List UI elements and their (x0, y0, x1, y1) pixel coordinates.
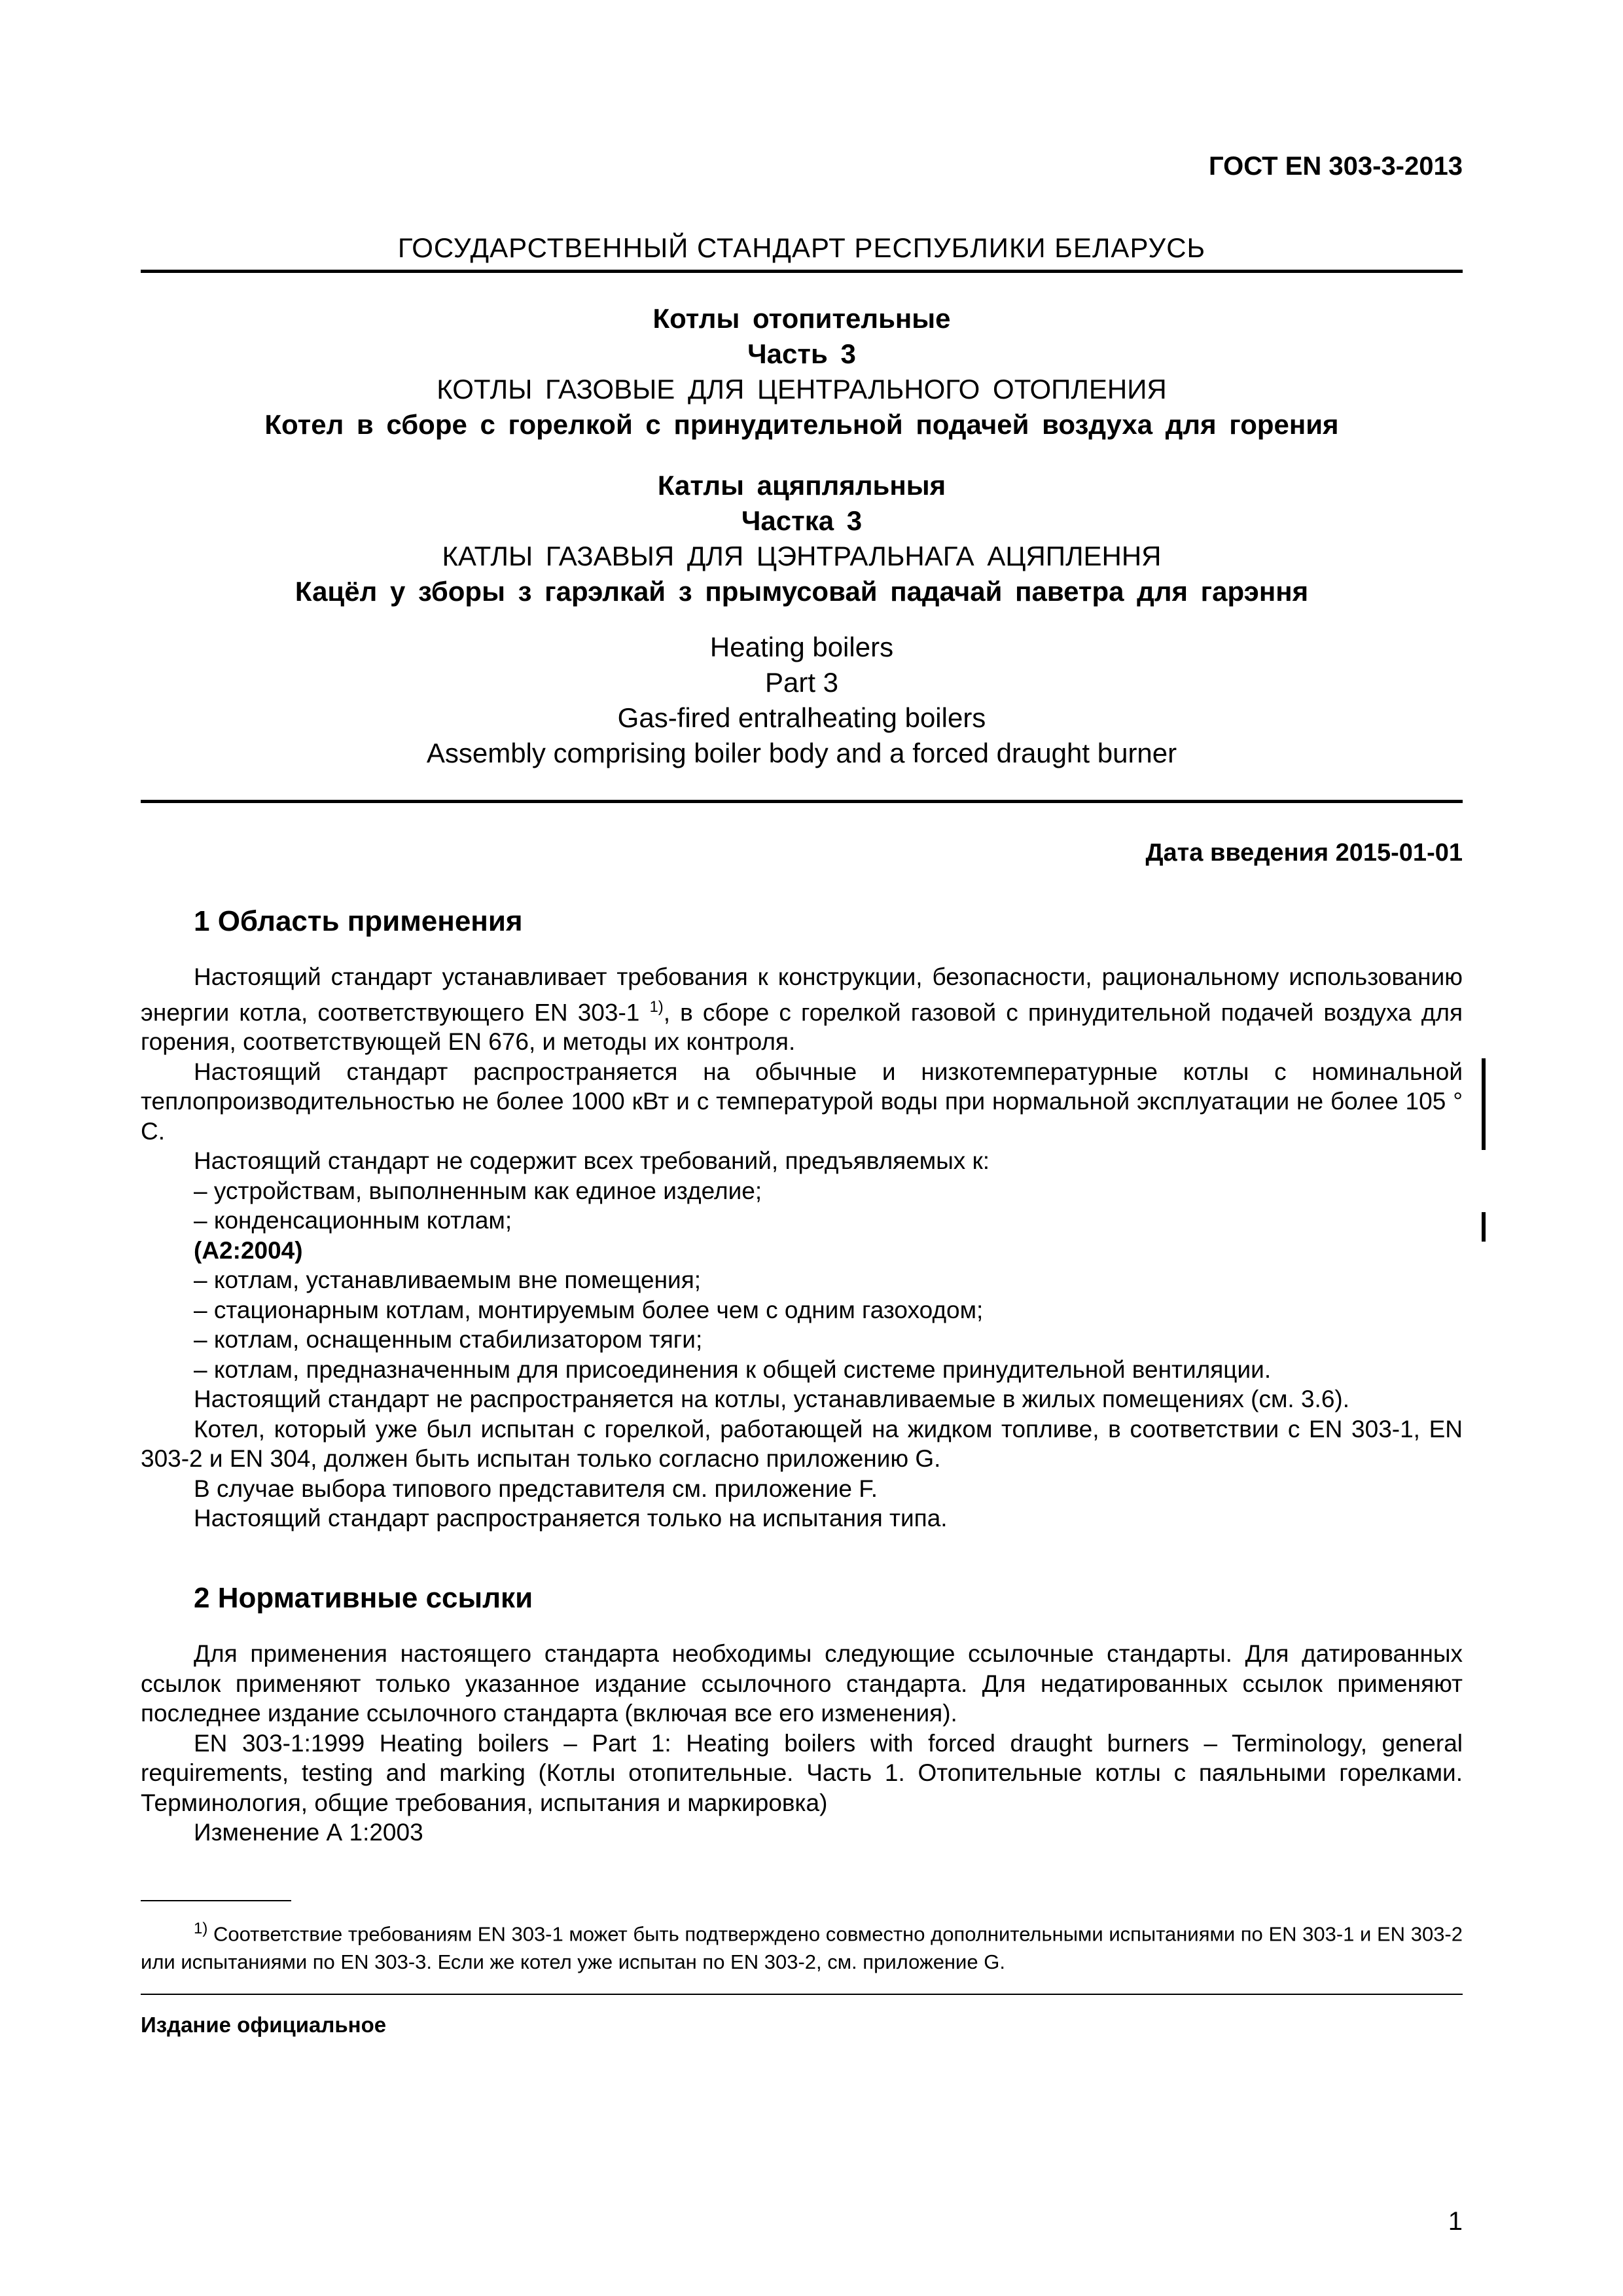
title-ru-line2: Часть 3 (747, 338, 856, 369)
list-item: – конденсационным котлам; (194, 1207, 512, 1234)
paragraph (141, 962, 1463, 1057)
section-1-body (141, 962, 1463, 1534)
header-rule (141, 270, 1463, 273)
paragraph: В случае выбора типового представителя см. приложение F. (194, 1475, 878, 1502)
introduction-date: Дата введения 2015-01-01 (1145, 839, 1463, 867)
page-number: 1 (1448, 2207, 1463, 2236)
change-bar (1482, 1212, 1486, 1242)
footnote-rule (141, 1900, 291, 1901)
change-bar (1482, 1058, 1486, 1150)
footnote (141, 1914, 1463, 1976)
section-2-heading: 2 Нормативные ссылки (194, 1582, 533, 1614)
section-2-body (141, 1639, 1463, 1848)
edition-rule (141, 1994, 1463, 1995)
paragraph: Настоящий стандарт не содержит всех требований, предъявляемых к: (194, 1147, 990, 1175)
edition-label: Издание официальное (141, 2013, 387, 2037)
paragraph: EN 303-1:1999 Heating boilers – Part 1: Heating boilers with forced draught burners – Terminology, general requirements, testing and marking (Котлы отопительные. Часть 1. Отопительные котлы с паяльными горелками. Терминология, общие требования, испытания и маркировка) (141, 1729, 1463, 1816)
paragraph-text: Настоящий стандарт устанавливает требования к конструкции, безопасности, рациональному использованию энергии котла, соответствующего EN 303-1 (141, 963, 1463, 1026)
title-english (141, 630, 1463, 771)
footnote-mark: 1) (194, 1920, 208, 1937)
state-standard-title: ГОСУДАРСТВЕННЫЙ СТАНДАРТ РЕСПУБЛИКИ БЕЛАРУСЬ (397, 232, 1206, 263)
title-by-line2: Частка 3 (741, 505, 863, 536)
section-1-heading: 1 Область применения (194, 905, 523, 937)
title-ru-line4: Котел в сборе с горелкой с принудительной подачей воздуха для горения (264, 409, 1339, 440)
title-en-line4: Assembly comprising boiler body and a forced draught burner (426, 738, 1177, 768)
title-ru-line3: КОТЛЫ ГАЗОВЫЕ ДЛЯ ЦЕНТРАЛЬНОГО ОТОПЛЕНИЯ (437, 374, 1167, 404)
title-by-line3: КАТЛЫ ГАЗАВЫЯ ДЛЯ ЦЭНТРАЛЬНАГА АЦЯПЛЕННЯ (442, 541, 1162, 571)
list-item: – устройствам, выполненным как единое изделие; (194, 1177, 762, 1204)
title-en-line2: Part 3 (764, 667, 839, 698)
list-item: – котлам, оснащенным стабилизатором тяги; (194, 1326, 703, 1354)
list-item: – котлам, устанавливаемым вне помещения; (194, 1266, 702, 1294)
title-en-line1: Heating boilers (709, 632, 894, 662)
paragraph-text: , в сборе с горелкой газовой с принудительной подачей воздуха для горения, соответствующей EN 676, и методы их контроля. (141, 998, 1463, 1056)
title-ru-line1: Котлы отопительные (652, 303, 951, 334)
amendment-marker: (A2:2004) (194, 1236, 303, 1264)
paragraph: Настоящий стандарт распространяется на обычные и низкотемпературные котлы с номинальной теплопроизводительностью не более 1000 кВт и с температурой воды при нормальной эксплуатации не более 105 ° С. (141, 1058, 1463, 1145)
paragraph: Настоящий стандарт не распространяется на котлы, устанавливаемые в жилых помещениях (см. 3.6). (194, 1386, 1350, 1413)
title-russian (141, 301, 1463, 442)
footnote-ref: 1) (649, 997, 664, 1016)
title-rule (141, 800, 1463, 803)
title-by-line1: Катлы ацяпляльныя (657, 470, 946, 501)
title-belarusian (141, 468, 1463, 609)
paragraph: Для применения настоящего стандарта необходимы следующие ссылочные стандарты. Для датированных ссылок применяют только указанное издание ссылочного стандарта. Для недатированных ссылок применяют последнее издание ссылочного стандарта (включая все его изменения). (141, 1640, 1463, 1727)
list-item: – стационарным котлам, монтируемым более чем с одним газоходом; (194, 1296, 984, 1323)
document-number: ГОСТ EN 303-3-2013 (1209, 152, 1463, 181)
list-item: – котлам, предназначенным для присоединения к общей системе принудительной вентиляции. (194, 1355, 1272, 1383)
paragraph: Изменение А 1:2003 (194, 1819, 423, 1846)
title-by-line4: Кацёл у зборы з гарэлкай з прымусовай падачай паветра для гарэння (294, 576, 1309, 607)
paragraph: Котел, который уже был испытан с горелкой, работающей на жидком топливе, в соответствии с EN 303-1, EN 303-2 и EN 304, должен быть испытан только согласно приложению G. (141, 1415, 1463, 1473)
title-en-line3: Gas-fired entralheating boilers (617, 702, 986, 733)
paragraph: Настоящий стандарт распространяется только на испытания типа. (194, 1505, 948, 1532)
footnote-text: Соответствие требованиям EN 303-1 может быть подтверждено совместно дополнительными испытаниями по EN 303-1 и EN 303-2 или испытаниями по EN 303-3. Если же котел уже испытан по EN 303-2, см. приложение G. (141, 1922, 1463, 1974)
